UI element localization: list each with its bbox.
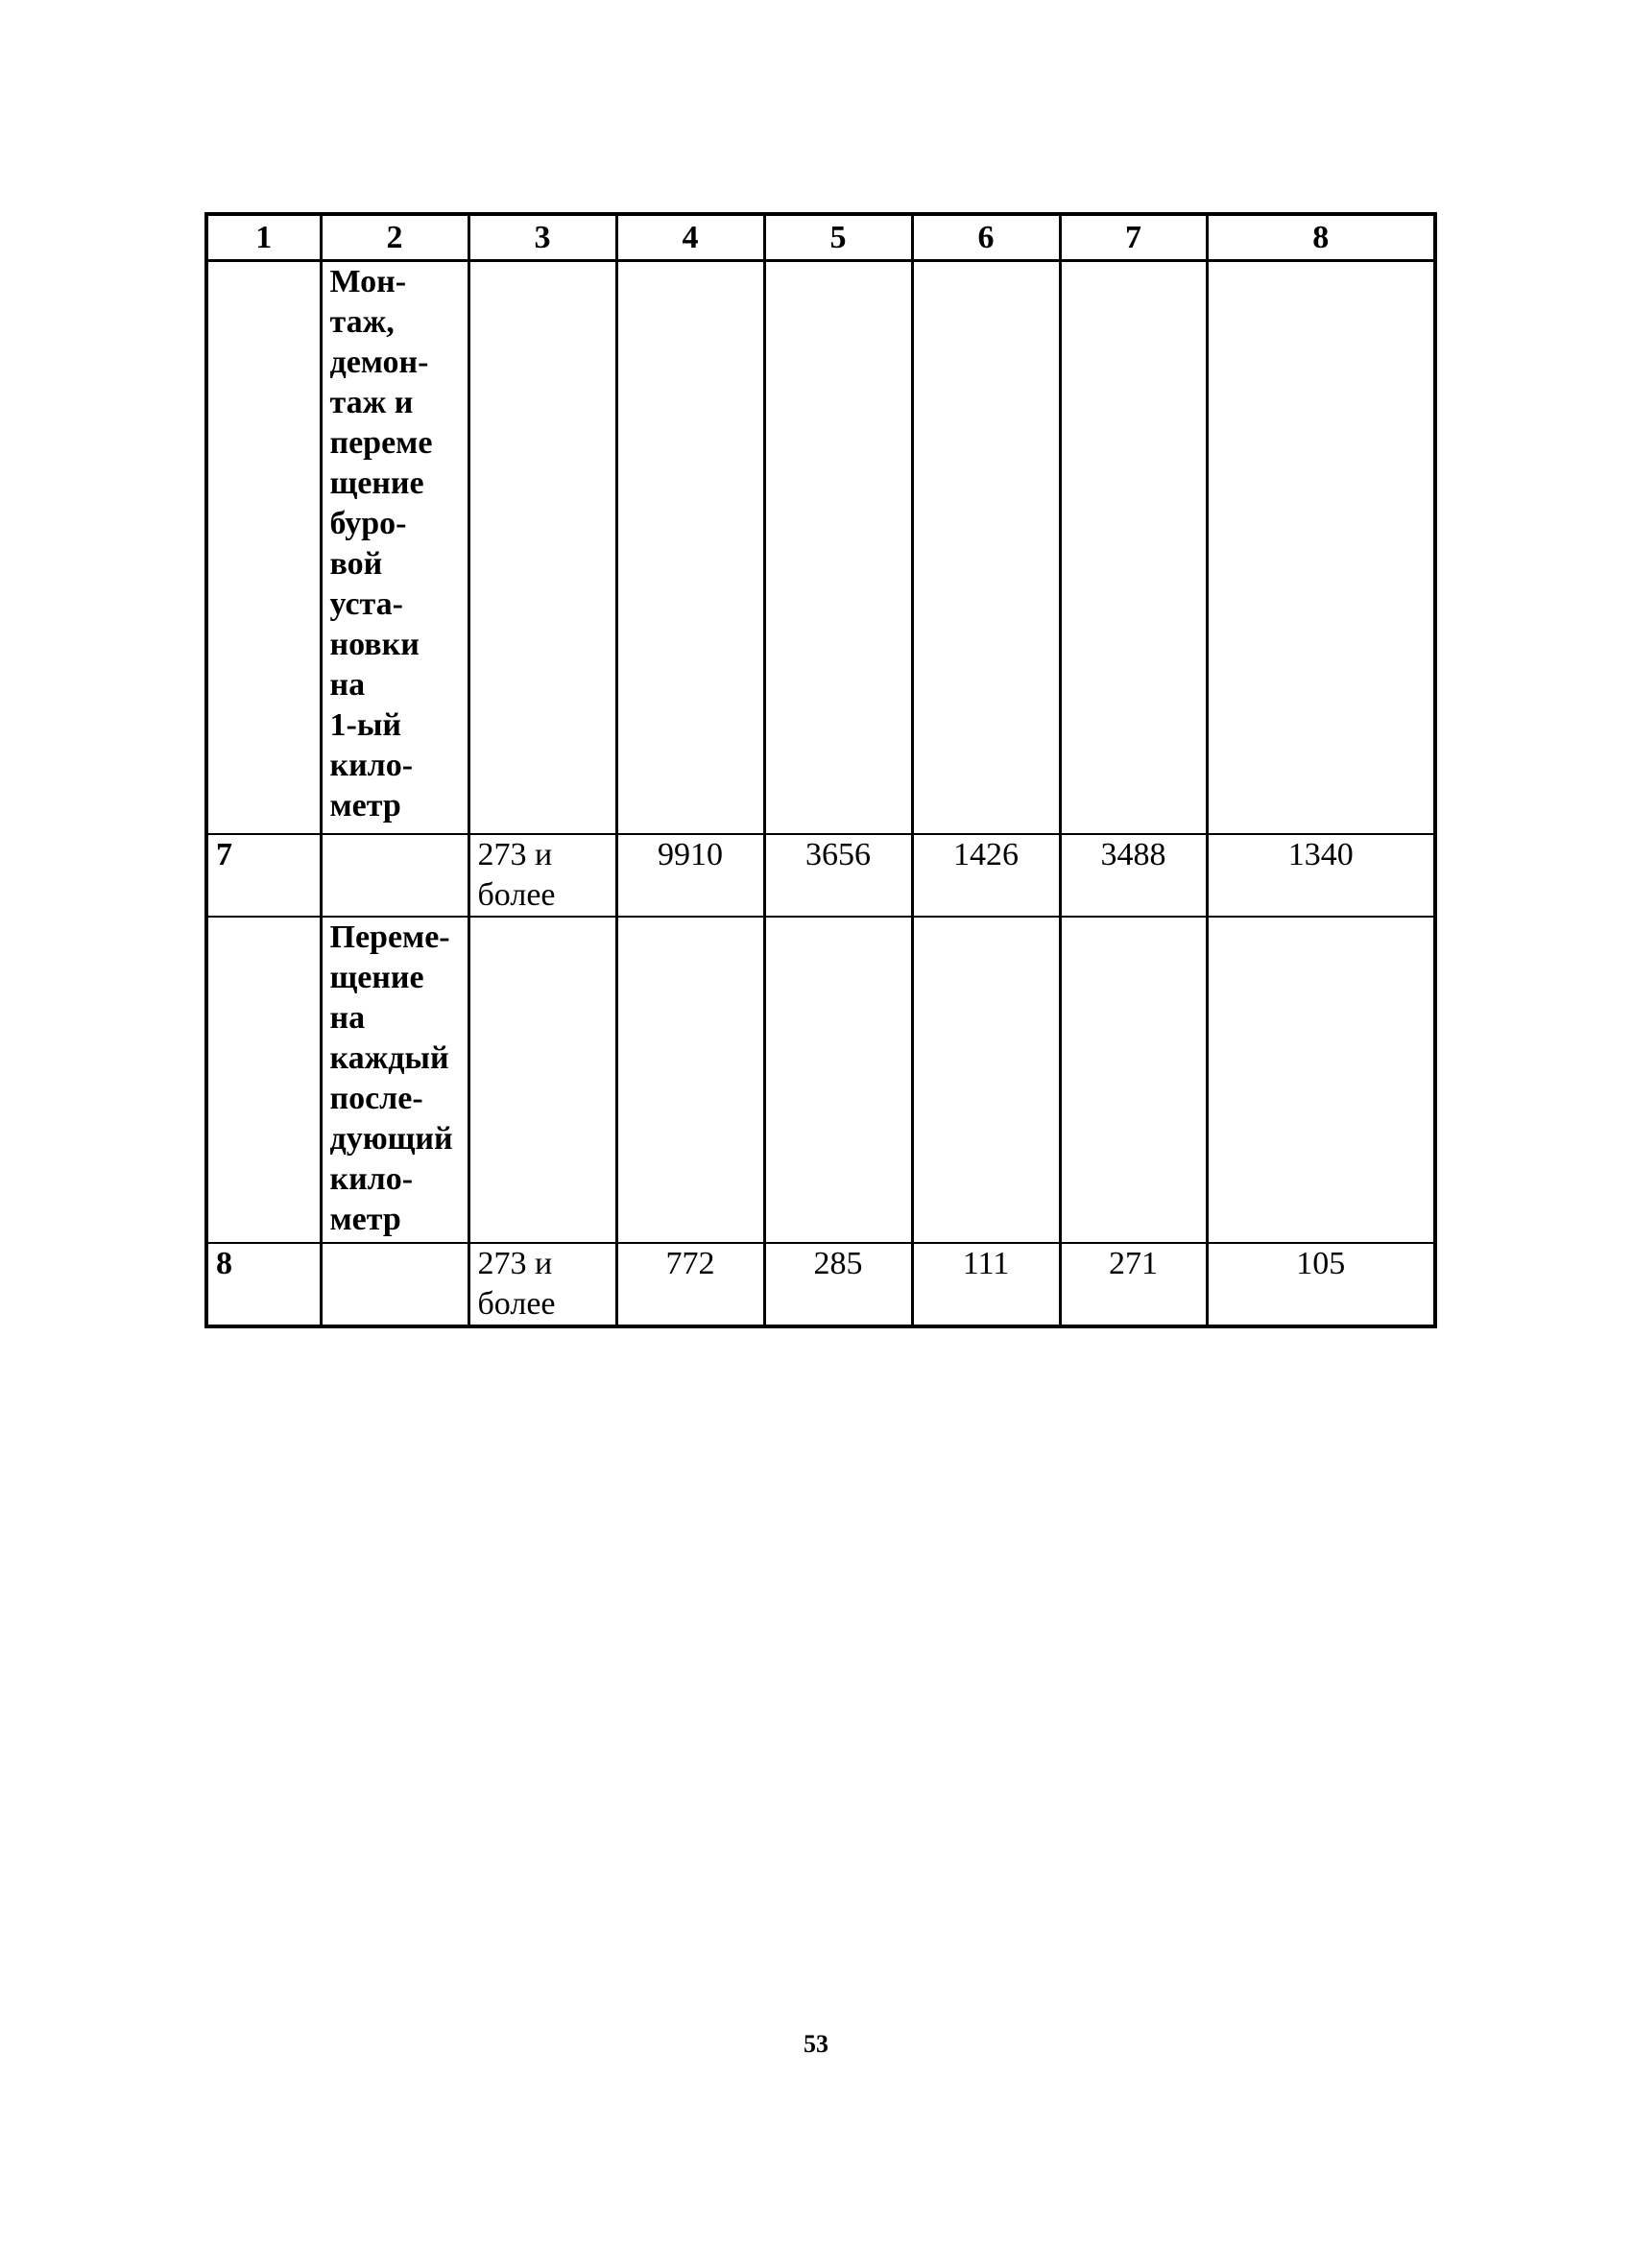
empty-cell bbox=[764, 261, 912, 835]
empty-cell bbox=[206, 261, 321, 835]
value-cell-7: 3488 bbox=[1060, 834, 1207, 917]
operation-name-cell: Мон- таж, демон- таж и переме щение буро- вой уста- новки на 1-ый кило- метр bbox=[321, 261, 468, 835]
empty-cell bbox=[912, 261, 1060, 835]
norm-table bbox=[204, 212, 1437, 1328]
table-row-values bbox=[206, 1243, 1435, 1326]
column-header-6: 6 bbox=[912, 214, 1060, 261]
value-cell-6: 1426 bbox=[912, 834, 1060, 917]
table-row-operation-name bbox=[206, 917, 1435, 1243]
column-number-row bbox=[206, 214, 1435, 261]
empty-cell bbox=[1060, 917, 1207, 1243]
column-header-7: 7 bbox=[1060, 214, 1207, 261]
value-cell-4: 9910 bbox=[616, 834, 764, 917]
value-cell-5: 285 bbox=[764, 1243, 912, 1326]
diameter-cell: 273 и более bbox=[468, 1243, 616, 1326]
empty-cell bbox=[616, 917, 764, 1243]
column-header-3: 3 bbox=[468, 214, 616, 261]
empty-cell bbox=[764, 917, 912, 1243]
table-row-operation-name bbox=[206, 261, 1435, 835]
value-cell-8: 1340 bbox=[1207, 834, 1435, 917]
page-number: 53 bbox=[804, 2030, 828, 2058]
row-number-cell: 7 bbox=[206, 834, 321, 917]
operation-name-cell: Переме- щение на каждый после- дующий кило- метр bbox=[321, 917, 468, 1243]
column-header-8: 8 bbox=[1207, 214, 1435, 261]
empty-cell bbox=[1207, 261, 1435, 835]
empty-cell bbox=[1060, 261, 1207, 835]
empty-cell bbox=[206, 917, 321, 1243]
column-header-5: 5 bbox=[764, 214, 912, 261]
table-row-values bbox=[206, 834, 1435, 917]
empty-cell bbox=[616, 261, 764, 835]
column-header-1: 1 bbox=[206, 214, 321, 261]
empty-cell bbox=[321, 1243, 468, 1326]
diameter-cell: 273 и более bbox=[468, 834, 616, 917]
value-cell-8: 105 bbox=[1207, 1243, 1435, 1326]
row-number-cell: 8 bbox=[206, 1243, 321, 1326]
value-cell-7: 271 bbox=[1060, 1243, 1207, 1326]
empty-cell bbox=[1207, 917, 1435, 1243]
value-cell-4: 772 bbox=[616, 1243, 764, 1326]
column-header-4: 4 bbox=[616, 214, 764, 261]
column-header-2: 2 bbox=[321, 214, 468, 261]
empty-cell bbox=[468, 917, 616, 1243]
value-cell-6: 111 bbox=[912, 1243, 1060, 1326]
empty-cell bbox=[321, 834, 468, 917]
empty-cell bbox=[912, 917, 1060, 1243]
value-cell-5: 3656 bbox=[764, 834, 912, 917]
empty-cell bbox=[468, 261, 616, 835]
